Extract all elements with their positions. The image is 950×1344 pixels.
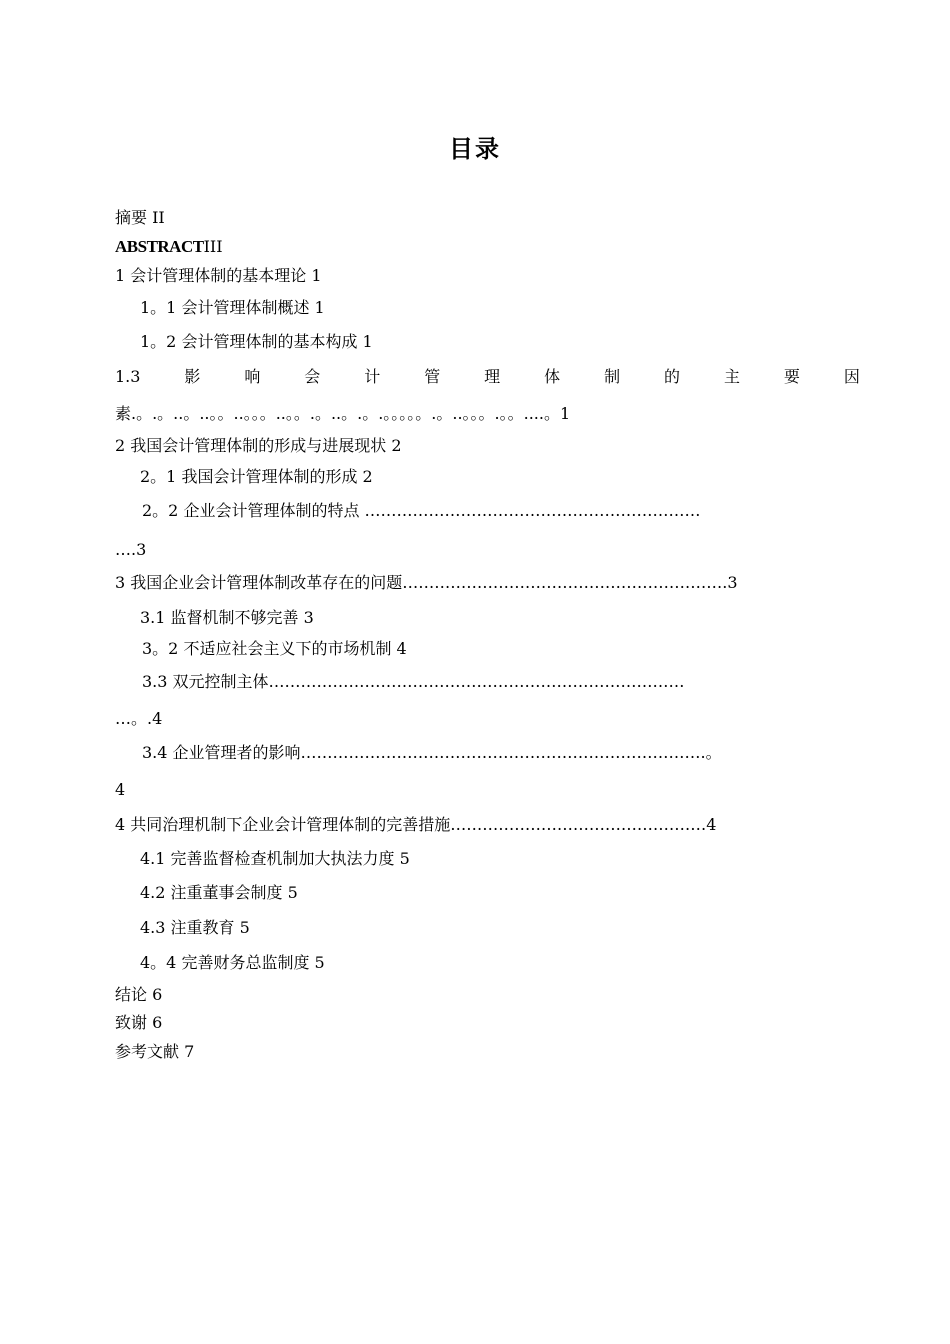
toc-1-3-char: 理 [484,367,501,386]
toc-1-3-char: 响 [244,367,261,386]
toc-entry-conclusion: 结论 6 [115,985,163,1004]
toc-entry-acknowledgement: 致谢 6 [115,1013,163,1032]
abstract-page: III [203,237,223,256]
toc-entry-3-2: 3。2 不适应社会主义下的市场机制 4 [142,639,407,658]
toc-1-3-char: 要 [783,367,800,386]
toc-entry-1-3-leader: 素.。.。..。..。。..。。。..。。.。..。.。.。。。。。.。..。。。.。。....。1 [115,404,571,423]
toc-1-3-char: 制 [604,367,621,386]
toc-1-3-char: 计 [364,367,381,386]
toc-entry-4-4: 4。4 完善财务总监制度 5 [140,953,325,972]
toc-entry-1-1: 1。1 会计管理体制概述 1 [140,298,325,317]
toc-1-3-char: 因 [843,367,860,386]
toc-entry-3-4: 3.4 企业管理者的影响………………………………………………………………….。 [142,743,722,762]
toc-entry-abstract-en [115,236,223,258]
toc-1-3-char: 主 [723,367,740,386]
toc-1-3-char: 的 [664,367,681,386]
toc-entry-3-4-page: 4 [115,780,126,799]
toc-1-3-char: 管 [424,367,441,386]
toc-1-3-char: 影 [184,367,201,386]
toc-entry-chapter-1: 1 会计管理体制的基本理论 1 [115,266,322,285]
toc-entry-1-3 [115,366,860,388]
toc-entry-2-2-page: ….3 [115,540,147,559]
toc-title: 目录 [449,135,501,163]
toc-entry-2-2: 2。2 企业会计管理体制的特点 ……………………………………………………… [142,501,701,520]
toc-1-3-char: 会 [304,367,321,386]
toc-1-3-char: 1.3 [115,367,141,386]
toc-entry-1-2: 1。2 会计管理体制的基本构成 1 [140,332,373,351]
toc-entry-3-3-page: …。.4 [115,709,163,728]
toc-entry-3-1: 3.1 监督机制不够完善 3 [140,608,314,627]
toc-entry-chapter-4: 4 共同治理机制下企业会计管理体制的完善措施…………………………………………4 [115,815,717,834]
toc-1-3-char: 体 [544,367,561,386]
toc-entry-2-1: 2。1 我国会计管理体制的形成 2 [140,467,373,486]
abstract-label: ABSTRACT [115,237,204,256]
toc-entry-references: 参考文献 7 [115,1042,195,1061]
toc-entry-4-3: 4.3 注重教育 5 [140,918,250,937]
toc-entry-4-1: 4.1 完善监督检查机制加大执法力度 5 [140,849,410,868]
toc-entry-chapter-2: 2 我国会计管理体制的形成与进展现状 2 [115,436,402,455]
toc-entry-4-2: 4.2 注重董事会制度 5 [140,883,298,902]
toc-entry-chapter-3: 3 我国企业会计管理体制改革存在的问题…………………………………………………….3 [115,573,738,592]
toc-entry-3-3: 3.3 双元控制主体…………………………………………………………………… [142,672,685,691]
toc-entry-abstract-cn: 摘要 II [115,208,165,227]
